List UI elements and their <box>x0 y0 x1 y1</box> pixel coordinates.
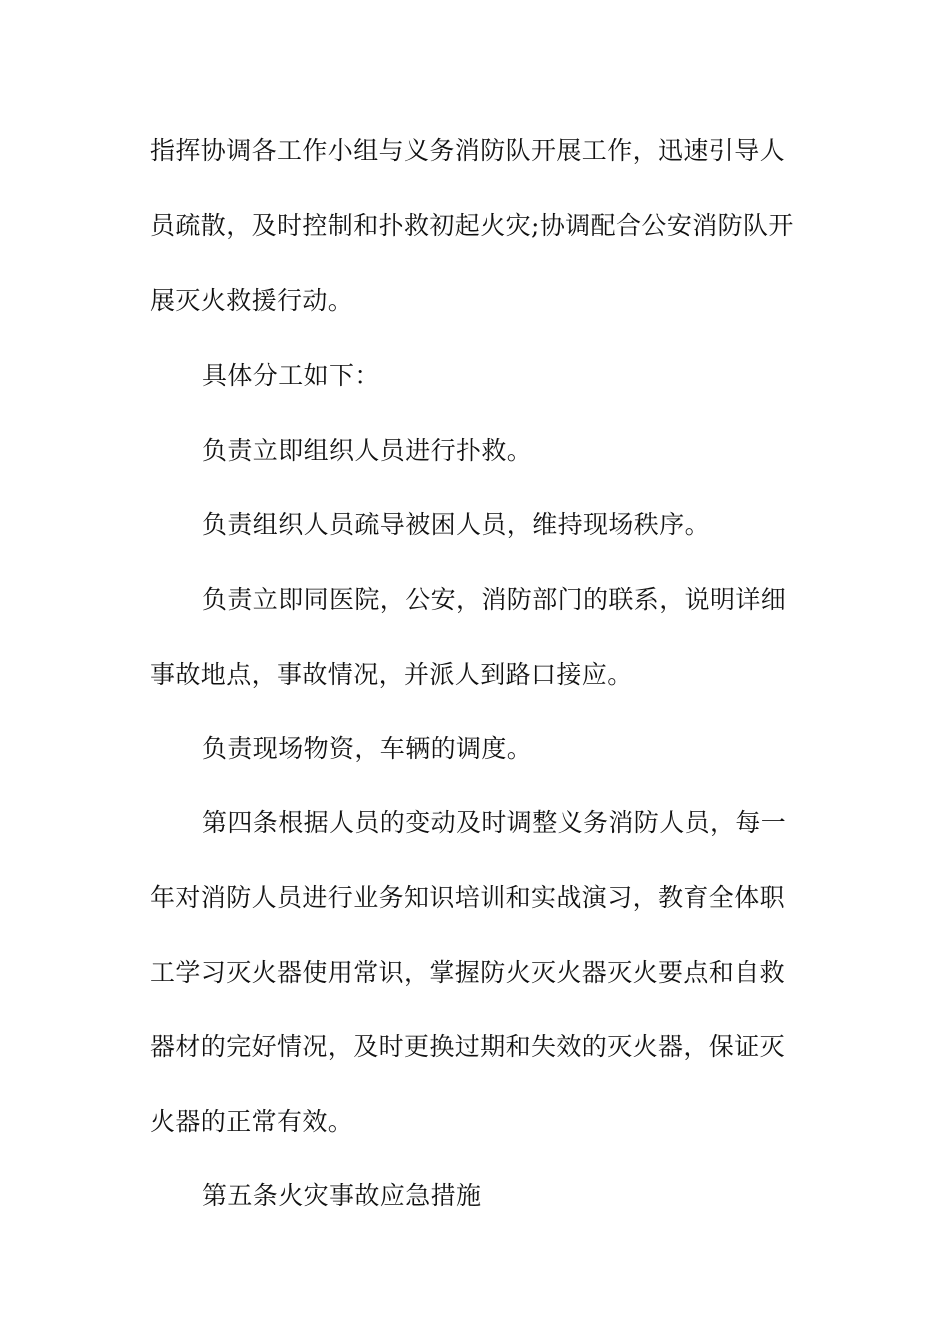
text-line-6: 负责组织人员疏导被困人员，维持现场秩序。 <box>202 510 711 539</box>
text-line-14: 火器的正常有效。 <box>150 1107 354 1136</box>
text-line-12: 工学习灭火器使用常识，掌握防火灭火器灭火要点和自救 <box>150 958 786 987</box>
text-line-3: 展灭火救援行动。 <box>150 286 354 315</box>
text-line-1: 指挥协调各工作小组与义务消防队开展工作，迅速引导人 <box>150 136 786 165</box>
text-line-2: 员疏散，及时控制和扑救初起火灾;协调配合公安消防队开 <box>150 211 794 240</box>
text-line-4: 具体分工如下： <box>202 361 380 390</box>
text-line-13: 器材的完好情况，及时更换过期和失效的灭火器，保证灭 <box>150 1032 786 1061</box>
text-line-5: 负责立即组织人员进行扑救。 <box>202 436 533 465</box>
text-line-15: 第五条火灾事故应急措施 <box>202 1181 482 1210</box>
text-line-10: 第四条根据人员的变动及时调整义务消防人员，每一 <box>202 808 787 837</box>
text-line-9: 负责现场物资，车辆的调度。 <box>202 734 533 763</box>
text-line-7: 负责立即同医院，公安，消防部门的联系，说明详细 <box>202 585 787 614</box>
text-line-8: 事故地点，事故情况，并派人到路口接应。 <box>150 660 633 689</box>
text-line-11: 年对消防人员进行业务知识培训和实战演习，教育全体职 <box>150 883 786 912</box>
